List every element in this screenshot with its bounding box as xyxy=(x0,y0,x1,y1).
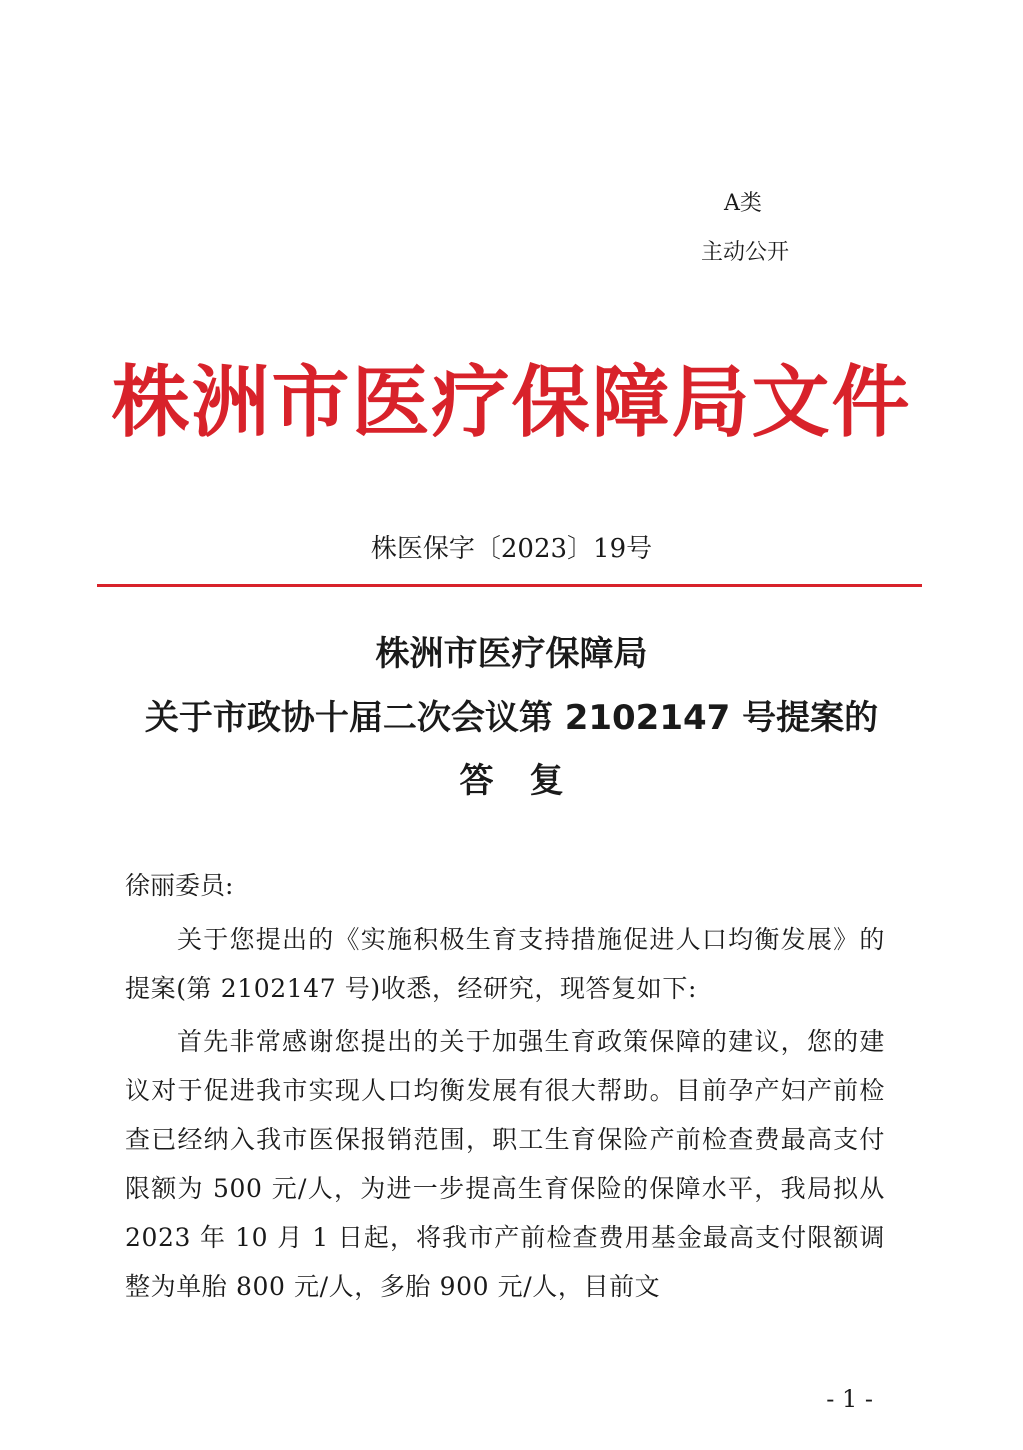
disclosure-label: 主动公开 xyxy=(700,240,789,265)
paragraph-text: 关于您提出的《实施积极生育支持措施促进人口均衡发展》的提案(第 2102147 号)收悉，经研究，现答复如下: xyxy=(125,925,885,1003)
document-number: 株医保字〔2023〕19号 xyxy=(370,534,653,564)
salutation: 徐丽委员: xyxy=(125,871,234,900)
title-line-2: 关于市政协十届二次会议第 2102147 号提案的 xyxy=(144,698,879,738)
page-number: - 1 - xyxy=(826,1385,873,1413)
red-divider xyxy=(97,584,922,587)
body-paragraph-2 xyxy=(125,1017,885,1311)
paragraph-text: 首先非常感谢您提出的关于加强生育政策保障的建议，您的建议对于促进我市实现人口均衡发展有很大帮助。目前孕产妇产前检查已经纳入我市医保报销范围，职工生育保险产前检查费最高支付限额为 500 元/人，为进一步提高生育保险的保障水平，我局拟从 2023 年 10 月 1 日起，将我市产前检查费用基金最高支付限额调整为单胎 800 元/人，多胎 900 元/人，目前文 xyxy=(125,1027,885,1301)
org-header: 株洲市医疗保障局文件 xyxy=(111,358,912,448)
title-line-1: 株洲市医疗保障局 xyxy=(375,634,648,674)
title-line-3: 答复 xyxy=(459,761,600,801)
body-paragraph-1 xyxy=(125,915,885,1013)
classification-label: A类 xyxy=(724,191,762,216)
